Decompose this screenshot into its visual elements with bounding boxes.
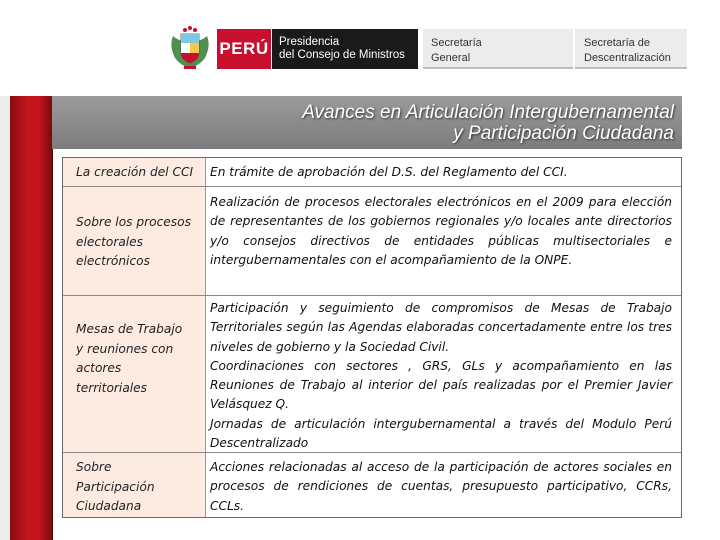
table-row [63, 453, 681, 517]
slide-title-bar [52, 96, 682, 149]
row-content-paragraph: Realización de procesos electorales electrónicos en el 2009 para elección de representantes de los gobiernos regionales y/o locales ante directorios y/o consejos directivos de entidades públicas multisectoriales e intergubernamentales con el acompañamiento de la ONPE. [210, 195, 672, 267]
row-label-line: Sobre [76, 460, 112, 474]
slide-title-line-1: Avances en Articulación Intergubernamental [302, 102, 674, 123]
row-content [206, 453, 681, 517]
left-red-bar [10, 96, 52, 540]
row-label-line: territoriales [76, 380, 148, 395]
row-content-paragraph: Jornadas de articulación intergubernamental a través del Modulo Perú Descentralizado [210, 416, 672, 451]
row-label [63, 296, 206, 452]
row-content-paragraph: En trámite de aprobación del D.S. del Reglamento del CCI. [210, 165, 568, 179]
row-label-line: Sobre los procesos [76, 215, 191, 229]
row-label-line: La creación del CCI [76, 165, 194, 179]
row-content [206, 158, 681, 186]
table-row [63, 158, 681, 187]
slide-title-line-2: y Participación Ciudadana [453, 123, 674, 144]
row-label [63, 453, 206, 517]
unit1-line-2: General [431, 52, 471, 64]
row-label-line: electrónicos [76, 254, 150, 268]
progress-table [62, 157, 682, 518]
row-label-line: actores [76, 361, 122, 375]
row-content-paragraph: Participación y seguimiento de compromisos de Mesas de Trabajo Territoriales según las Agendas elaboradas concertadamente entre los tres niveles de gobierno y la Sociedad Civil. [210, 301, 672, 354]
unit-secretaria-descentralizacion [575, 29, 687, 69]
institution-label [272, 29, 418, 69]
left-gray-strip [0, 96, 10, 540]
unit2-line-1: Secretaría de [584, 37, 651, 49]
row-label [63, 187, 206, 295]
institution-line-1: Presidencia [279, 36, 340, 48]
row-label-line: electorales [76, 234, 144, 249]
row-content [206, 187, 681, 295]
unit2-line-2: Descentralización [584, 52, 671, 64]
row-label-line: Ciudadana [76, 499, 142, 513]
row-label-line: Mesas de Trabajo [76, 322, 183, 336]
row-content [206, 296, 681, 452]
row-label-line: Participación [76, 479, 155, 494]
row-label-line: y reuniones con [76, 341, 174, 356]
table-row [63, 296, 681, 453]
row-content-paragraph: Coordinaciones con sectores , GRS, GLs y acompañamiento en las Reuniones de Trabajo al interior del país realizadas por el Premier Javier Velásquez Q. [210, 358, 672, 412]
row-label [63, 158, 206, 186]
unit-secretaria-general [423, 29, 573, 69]
institution-line-2: del Consejo de Ministros [279, 49, 405, 61]
row-content-paragraph: Acciones relacionadas al acceso de la participación de actores sociales en procesos de rendiciones de cuentas, presupuesto participativo, CCRs, CCLs. [210, 460, 672, 513]
coat-of-arms-icon [165, 22, 215, 74]
unit1-line-1: Secretaría [431, 37, 482, 49]
country-label: PERÚ [217, 29, 271, 69]
table-row [63, 187, 681, 296]
header-banner [165, 22, 685, 74]
